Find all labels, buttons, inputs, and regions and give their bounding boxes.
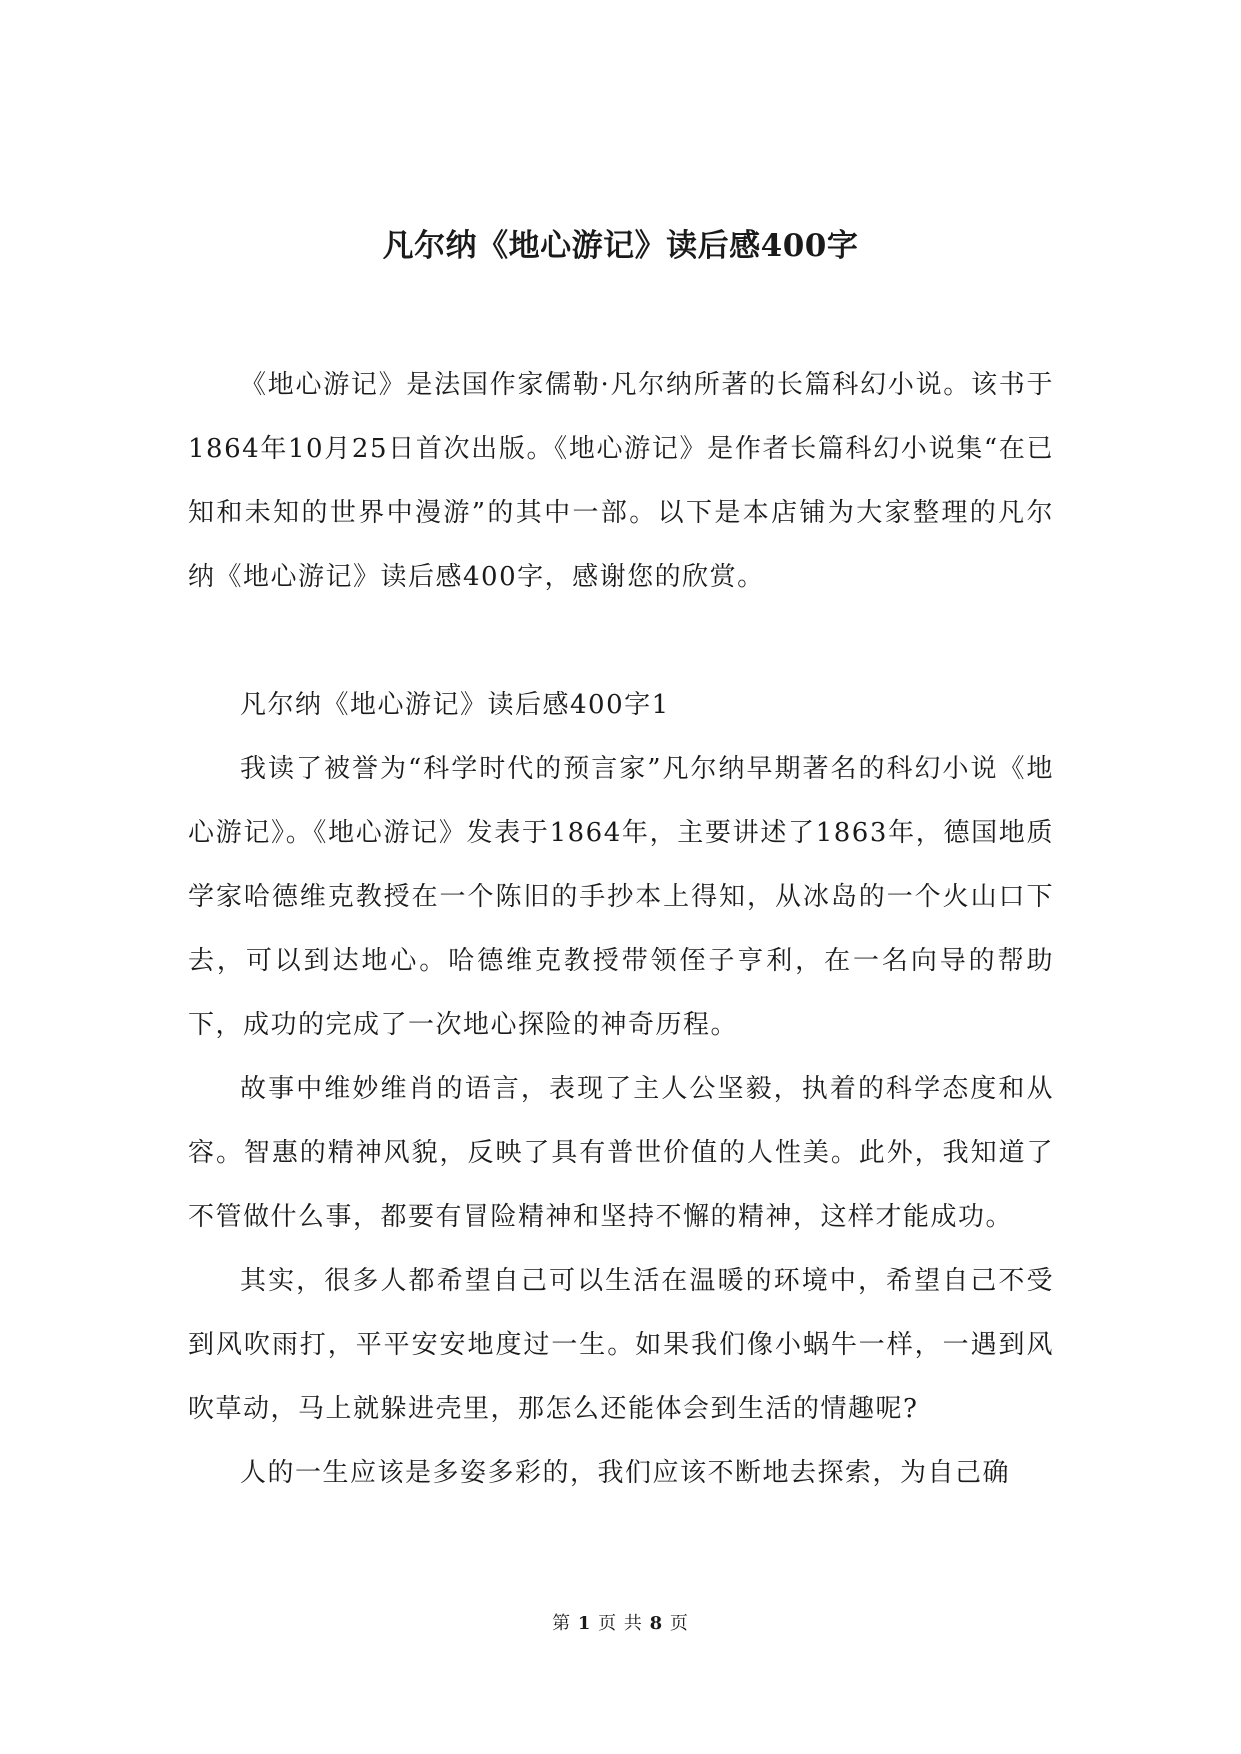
current-page-number: 1 bbox=[577, 1613, 592, 1634]
body-paragraph: 我读了被誉为“科学时代的预言家”凡尔纳早期著名的科幻小说《地心游记》。《地心游记》发表于1864年，主要讲述了1863年，德国地质学家哈德维克教授在一个陈旧的手抄本上得知，从冰岛的一个火山口下去，可以到达地心。哈德维克教授带领侄子亨利，在一名向导的帮助下，成功的完成了一次地心探险的神奇历程。 bbox=[188, 754, 1054, 1040]
document-title: 凡尔纳《地心游记》读后感400字 bbox=[382, 228, 859, 264]
body-paragraph: 人的一生应该是多姿多彩的，我们应该不断地去探索，为自己确 bbox=[240, 1458, 1011, 1488]
intro-paragraph: 《地心游记》是法国作家儒勒·凡尔纳所著的长篇科幻小说。该书于1864年10月25日首次出版。《地心游记》是作者长篇科幻小说集“在已知和未知的世界中漫游”的其中一部。以下是本店铺为大家整理的凡尔纳《地心游记》读后感400字，感谢您的欣赏。 bbox=[188, 370, 1054, 592]
body-paragraph: 其实，很多人都希望自己可以生活在温暖的环境中，希望自己不受到风吹雨打，平平安安地度过一生。如果我们像小蜗牛一样，一遇到风吹草动，马上就躲进壳里，那怎么还能体会到生活的情趣呢? bbox=[188, 1266, 1054, 1424]
page-footer bbox=[0, 1612, 1241, 1636]
document-body bbox=[188, 353, 1054, 1505]
footer-suffix: 页 bbox=[669, 1613, 689, 1634]
footer-prefix: 第 bbox=[552, 1613, 572, 1634]
footer-middle: 页 共 bbox=[598, 1613, 643, 1634]
body-paragraph: 故事中维妙维肖的语言，表现了主人公坚毅，执着的科学态度和从容。智惠的精神风貌，反映了具有普世价值的人性美。此外，我知道了不管做什么事，都要有冒险精神和坚持不懈的精神，这样才能成功。 bbox=[188, 1074, 1054, 1232]
total-page-count: 8 bbox=[649, 1613, 664, 1634]
section-heading: 凡尔纳《地心游记》读后感400字1 bbox=[240, 690, 670, 720]
